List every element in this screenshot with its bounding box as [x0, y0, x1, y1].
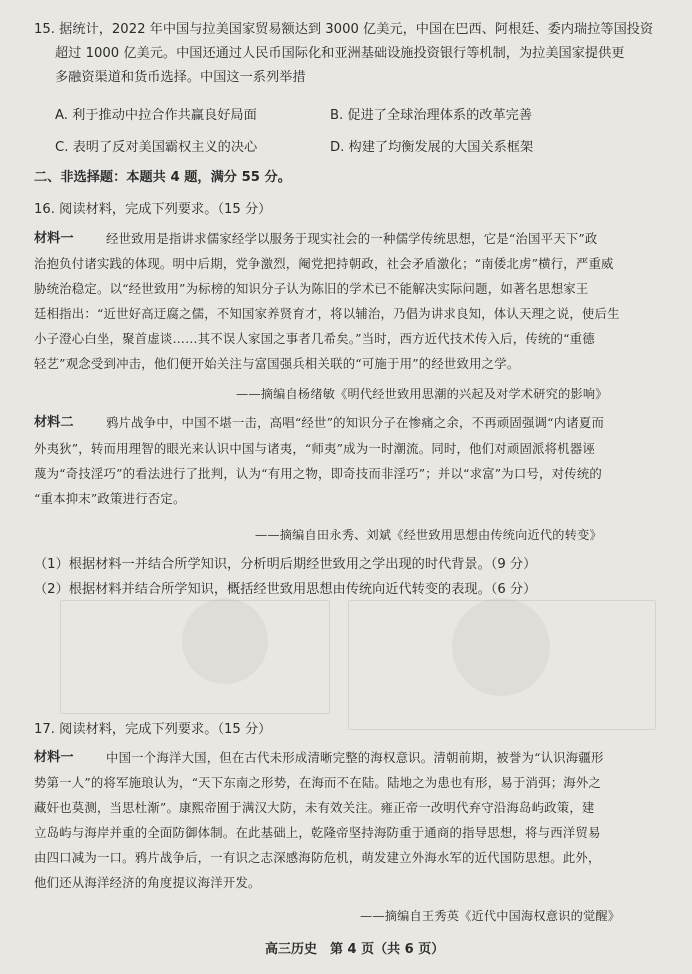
q16-material1-line-3: 胁统治稳定。以“经世致用”为标榜的知识分子认为陈旧的学术已不能解决实际问题，如著名思想家王 — [34, 281, 589, 296]
q16-material1-source: ——摘编自杨绪敏《明代经世致用思潮的兴起及对学术研究的影响》 — [236, 387, 608, 401]
q15-stem-line-2: 超过 1000 亿美元。中国还通过人民币国际化和亚洲基础设施投资银行等机制，为拉美国家提供更 — [55, 46, 625, 61]
q16-material1-line-5: 小子澄心白坐，聚首虚谈……其不误人家国之事者几希矣。”当时，西方近代技术传入后，传统的“重德 — [34, 331, 595, 346]
q16-material2-line-2: 外夷狄”，转而用理智的眼光来认识中国与诸夷，“师夷”成为一时潮流。同时，他们对顽固派将机器诬 — [34, 441, 595, 456]
page-footer: 高三历史 第 4 页（共 6 页） — [265, 942, 445, 957]
q16-material2-source: ——摘编自田永秀、刘斌《经世致用思想由传统向近代的转变》 — [255, 528, 602, 542]
bleed-through-pie-right — [452, 598, 550, 696]
q17-material1-line-2: 势第一人”的将军施琅认为，“天下东南之形势，在海而不在陆。陆地之为患也有形，易于消弭；海外之 — [34, 775, 602, 790]
q16-material1-line-1: 经世致用是指讲求儒家经学以服务于现实社会的一种儒学传统思想，它是“治国平天下”政 — [106, 231, 598, 246]
q17-title: 17. 阅读材料，完成下列要求。（15 分） — [34, 722, 272, 737]
q17-material1-line-1: 中国一个海洋大国，但在古代未形成清晰完整的海权意识。清朝前期，被誉为“认识海疆形 — [106, 750, 604, 765]
q17-material1-line-5: 由四口减为一口。鸦片战争后，一有识之志深感海防危机，萌发建立外海水军的近代国防思想。此外， — [34, 850, 601, 865]
q15-option-b: B. 促进了全球治理体系的改革完善 — [330, 108, 533, 123]
section2-title: 二、非选择题：本题共 4 题，满分 55 分。 — [34, 170, 291, 185]
q15-option-d: D. 构建了均衡发展的大国关系框架 — [330, 140, 534, 155]
q17-material1-line-3: 藏奸也莫测，当思杜渐”。康熙帝囿于满汉大防，未有效关注。雍正帝一改明代弃守沿海岛屿政策，建 — [34, 800, 595, 815]
q16-material1-label: 材料一 — [34, 231, 74, 246]
q17-material1-source: ——摘编自王秀英《近代中国海权意识的觉醒》 — [360, 909, 621, 923]
q15-option-c: C. 表明了反对美国霸权主义的决心 — [55, 140, 258, 155]
q16-material1-line-2: 治抱负付诸实践的体现。明中后期，党争激烈，阉党把持朝政，社会矛盾激化；“南倭北虏”横行，严重威 — [34, 256, 614, 271]
q17-material1-line-4: 立岛屿与海岸并重的全面防御体制。在此基础上，乾隆帝坚持海防重于通商的指导思想，将与西洋贸易 — [34, 825, 601, 840]
q16-title: 16. 阅读材料，完成下列要求。（15 分） — [34, 202, 272, 217]
q17-material1-label: 材料一 — [34, 750, 74, 765]
bleed-through-pie-left — [182, 598, 268, 684]
q16-requirement-1: （1）根据材料一并结合所学知识，分析明后期经世致用之学出现的时代背景。（9 分） — [34, 557, 537, 572]
q16-material1-line-6: 轻艺”观念受到冲击，他们便开始关注与富国强兵相关联的“可施于用”的经世致用之学。 — [34, 356, 520, 371]
q17-material1-line-6: 他们还从海洋经济的角度提议海洋开发。 — [34, 875, 261, 890]
q15-stem-line-3: 多融资渠道和货币选择。中国这一系列举措 — [55, 70, 306, 85]
q16-material2-line-3: 蔑为“奇技淫巧”的看法进行了批判，认为“有用之物，即奇技而非淫巧”；并以“求富”为口号，对传统的 — [34, 466, 603, 481]
q16-requirement-2: （2）根据材料并结合所学知识，概括经世致用思想由传统向近代转变的表现。（6 分） — [34, 582, 537, 597]
q16-material2-line-4: “重本抑末”政策进行否定。 — [34, 491, 186, 506]
q15-option-a: A. 利于推动中拉合作共赢良好局面 — [55, 108, 257, 123]
q16-material1-line-4: 廷相指出：“近世好高迂腐之儒，不知国家养贤育才，将以辅治，乃倡为讲求良知，体认天理之说，使后生 — [34, 306, 620, 321]
q16-material2-label: 材料二 — [34, 415, 74, 430]
q16-material2-line-1: 鸦片战争中，中国不堪一击，高唱“经世”的知识分子在惨痛之余，不再顽固强调“内诸夏而 — [106, 415, 605, 430]
q15-stem-line-1: 15. 据统计，2022 年中国与拉美国家贸易额达到 3000 亿美元，中国在巴西、阿根廷、委内瑞拉等国投资 — [34, 22, 654, 37]
